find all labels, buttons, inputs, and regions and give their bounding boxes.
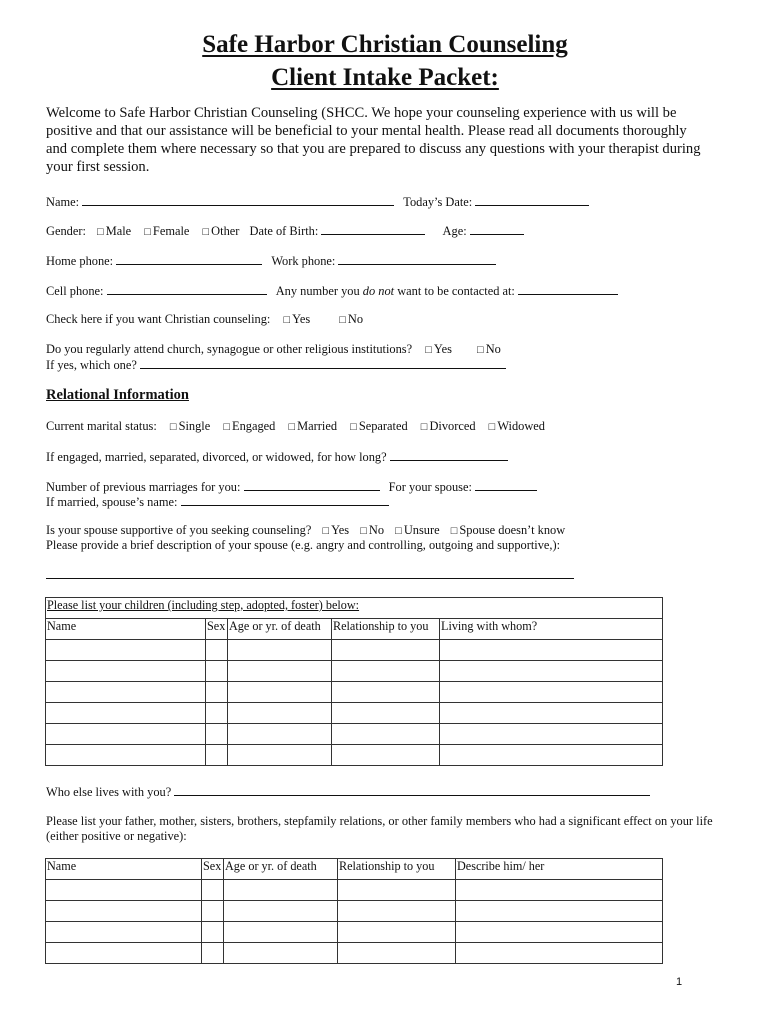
table-cell[interactable] <box>206 745 228 766</box>
table-cell[interactable] <box>332 640 440 661</box>
page-title: Safe Harbor Christian Counseling <box>202 31 568 58</box>
table-cell[interactable] <box>228 661 332 682</box>
single-checkbox[interactable]: □ <box>169 421 177 433</box>
work-phone-label: Work phone: <box>271 254 336 268</box>
widowed-label: Widowed <box>497 419 546 433</box>
describe-spouse-row <box>46 538 560 553</box>
table-row <box>46 640 663 661</box>
name-field[interactable] <box>82 194 394 206</box>
page-subtitle: Client Intake Packet: <box>271 64 499 91</box>
table-cell[interactable] <box>46 943 202 964</box>
spouse-marriages-label: For your spouse: <box>388 480 472 494</box>
who-else-label: Who else lives with you? <box>46 785 172 799</box>
christian-counseling-row <box>46 312 363 328</box>
table-cell[interactable] <box>46 682 206 703</box>
christian-no-label: No <box>347 312 364 326</box>
column-header: Name <box>46 619 206 640</box>
table-row <box>46 880 663 901</box>
church-row <box>46 342 501 358</box>
support-no-label: No <box>368 523 385 537</box>
page-number: 1 <box>676 976 683 988</box>
table-cell[interactable] <box>224 943 338 964</box>
table-cell[interactable] <box>224 922 338 943</box>
table-cell[interactable] <box>206 661 228 682</box>
table-cell[interactable] <box>228 640 332 661</box>
column-header: Sex <box>206 619 228 640</box>
other-label: Other <box>211 224 240 238</box>
christian-no-checkbox[interactable]: □ <box>339 314 346 326</box>
table-cell[interactable] <box>206 682 228 703</box>
table-cell[interactable] <box>332 745 440 766</box>
todays-date-label: Today’s Date: <box>403 195 473 209</box>
spouse-name-field[interactable] <box>181 494 389 506</box>
work-phone-field[interactable] <box>338 253 496 265</box>
table-cell[interactable] <box>46 880 202 901</box>
table-cell[interactable] <box>338 922 456 943</box>
prev-marriages-field[interactable] <box>244 479 380 491</box>
church-no-checkbox[interactable]: □ <box>477 344 484 356</box>
phone-row <box>46 253 496 269</box>
widowed-checkbox[interactable]: □ <box>488 421 496 433</box>
single-label: Single <box>178 419 211 433</box>
church-yes-checkbox[interactable]: □ <box>425 344 432 356</box>
which-one-label: If yes, which one? <box>46 358 137 372</box>
engaged-label: Engaged <box>232 419 276 433</box>
describe-spouse-label: Please provide a brief description of your spouse (e.g. angry and controlling, outgoing and supportive,): <box>46 538 561 552</box>
table-cell[interactable] <box>228 682 332 703</box>
table-cell[interactable] <box>46 661 206 682</box>
table-row <box>46 682 663 703</box>
column-header: Living with whom? <box>440 619 663 640</box>
supportive-label: Is your spouse supportive of you seeking counseling? <box>46 523 312 537</box>
table-row <box>46 922 663 943</box>
supportive-row <box>46 523 565 539</box>
table-cell[interactable] <box>46 640 206 661</box>
describe-spouse-field[interactable] <box>46 578 574 579</box>
christian-counseling-label: Check here if you want Christian counseling: <box>46 312 271 326</box>
table-cell[interactable] <box>224 880 338 901</box>
gender-label: Gender: <box>46 224 86 238</box>
dob-label: Date of Birth: <box>249 224 319 238</box>
table-row <box>46 901 663 922</box>
table-cell[interactable] <box>332 703 440 724</box>
dob-field[interactable] <box>321 223 425 235</box>
how-long-field[interactable] <box>390 449 508 461</box>
table-cell[interactable] <box>456 922 663 943</box>
church-label: Do you regularly attend church, synagogue or other religious institutions? <box>46 342 413 356</box>
column-header: Sex <box>202 859 224 880</box>
table-cell[interactable] <box>46 703 206 724</box>
marital-status-row <box>46 419 545 435</box>
prev-marriages-row <box>46 479 537 495</box>
table-row <box>46 724 663 745</box>
cell-phone-row <box>46 283 618 299</box>
table-cell[interactable] <box>46 901 202 922</box>
table-row <box>46 943 663 964</box>
family-table <box>45 858 663 964</box>
support-doesnt-know-label: Spouse doesn’t know <box>459 523 566 537</box>
table-cell[interactable] <box>202 922 224 943</box>
home-phone-field[interactable] <box>116 253 262 265</box>
no-contact-label: Any number you do not want to be contacted at: <box>275 284 515 298</box>
table-cell[interactable] <box>202 880 224 901</box>
table-cell[interactable] <box>456 943 663 964</box>
age-label: Age: <box>442 224 467 238</box>
table-cell[interactable] <box>338 901 456 922</box>
married-label: Married <box>297 419 338 433</box>
table-cell[interactable] <box>440 703 663 724</box>
table-cell[interactable] <box>440 682 663 703</box>
support-no-checkbox[interactable]: □ <box>360 525 367 537</box>
table-row <box>46 661 663 682</box>
children-table-caption: Please list your children (including step, adopted, foster) below: <box>46 598 663 619</box>
separated-label: Separated <box>358 419 408 433</box>
table-cell[interactable] <box>46 922 202 943</box>
male-label: Male <box>105 224 132 238</box>
divorced-checkbox[interactable]: □ <box>420 421 428 433</box>
male-checkbox[interactable]: □ <box>97 226 104 238</box>
table-cell[interactable] <box>440 724 663 745</box>
cell-phone-field[interactable] <box>107 283 267 295</box>
table-cell[interactable] <box>338 880 456 901</box>
table-cell[interactable] <box>228 745 332 766</box>
which-one-row <box>46 357 506 373</box>
table-header-row <box>46 859 663 880</box>
table-cell[interactable] <box>456 880 663 901</box>
table-cell[interactable] <box>440 745 663 766</box>
support-unsure-checkbox[interactable]: □ <box>395 525 402 537</box>
name-label: Name: <box>46 195 80 209</box>
separated-checkbox[interactable]: □ <box>350 421 357 433</box>
no-contact-field[interactable] <box>518 283 618 295</box>
other-checkbox[interactable]: □ <box>202 226 210 238</box>
support-yes-label: Yes <box>331 523 350 537</box>
table-cell[interactable] <box>228 703 332 724</box>
table-cell[interactable] <box>206 640 228 661</box>
engaged-checkbox[interactable]: □ <box>223 421 231 433</box>
table-header-row <box>46 619 663 640</box>
support-yes-checkbox[interactable]: □ <box>322 525 330 537</box>
todays-date-field[interactable] <box>475 194 589 206</box>
table-cell[interactable] <box>206 724 228 745</box>
table-cell[interactable] <box>456 901 663 922</box>
table-cell[interactable] <box>440 640 663 661</box>
cell-phone-label: Cell phone: <box>46 284 104 298</box>
marital-status-label: Current marital status: <box>46 419 157 433</box>
table-cell[interactable] <box>332 661 440 682</box>
which-one-field[interactable] <box>140 357 506 369</box>
table-cell[interactable] <box>202 943 224 964</box>
intro-paragraph: Welcome to Safe Harbor Christian Counseling (SHCC. We hope your counseling experience with us will be positive and that our assistance will be beneficial to your mental health. Please read all documents thoroughly and complete them where necessary so that you are prepared to discuss any questions with your therapist during your first session. <box>46 105 701 175</box>
column-header: Name <box>46 859 202 880</box>
column-header: Relationship to you <box>332 619 440 640</box>
church-no-label: No <box>485 342 501 356</box>
who-else-row <box>46 784 650 800</box>
table-cell[interactable] <box>206 703 228 724</box>
column-header: Age or yr. of death <box>224 859 338 880</box>
support-doesnt-know-checkbox[interactable]: □ <box>450 525 458 537</box>
column-header: Age or yr. of death <box>228 619 332 640</box>
table-row <box>46 598 663 619</box>
relational-heading: Relational Information <box>46 387 189 403</box>
church-yes-label: Yes <box>433 342 452 356</box>
gender-row <box>46 223 524 240</box>
table-row <box>46 703 663 724</box>
female-label: Female <box>152 224 190 238</box>
table-cell[interactable] <box>46 724 206 745</box>
table-row <box>46 745 663 766</box>
spouse-name-row <box>46 494 389 510</box>
who-else-field[interactable] <box>174 784 650 796</box>
table-cell[interactable] <box>228 724 332 745</box>
table-cell[interactable] <box>440 661 663 682</box>
age-field[interactable] <box>470 223 524 235</box>
christian-yes-label: Yes <box>292 312 311 326</box>
children-table <box>45 597 663 766</box>
table-cell[interactable] <box>332 682 440 703</box>
table-cell[interactable] <box>224 901 338 922</box>
column-header: Relationship to you <box>338 859 456 880</box>
prev-marriages-label: Number of previous marriages for you: <box>46 480 241 494</box>
female-checkbox[interactable]: □ <box>144 226 151 238</box>
table-cell[interactable] <box>202 901 224 922</box>
home-phone-label: Home phone: <box>46 254 114 268</box>
table-cell[interactable] <box>332 724 440 745</box>
family-prompt: Please list your father, mother, sisters, brothers, stepfamily relations, or other family members who had a significant effect on your life (either positive or negative): <box>46 814 713 843</box>
spouse-marriages-field[interactable] <box>475 479 537 491</box>
spouse-name-label: If married, spouse’s name: <box>46 495 178 509</box>
support-unsure-label: Unsure <box>403 523 440 537</box>
how-long-label: If engaged, married, separated, divorced, or widowed, for how long? <box>46 450 387 464</box>
column-header: Describe him/ her <box>456 859 663 880</box>
how-long-row <box>46 449 508 465</box>
christian-yes-checkbox[interactable]: □ <box>283 314 291 326</box>
name-row <box>46 194 589 210</box>
divorced-label: Divorced <box>429 419 476 433</box>
table-cell[interactable] <box>46 745 206 766</box>
table-cell[interactable] <box>338 943 456 964</box>
married-checkbox[interactable]: □ <box>288 421 296 433</box>
